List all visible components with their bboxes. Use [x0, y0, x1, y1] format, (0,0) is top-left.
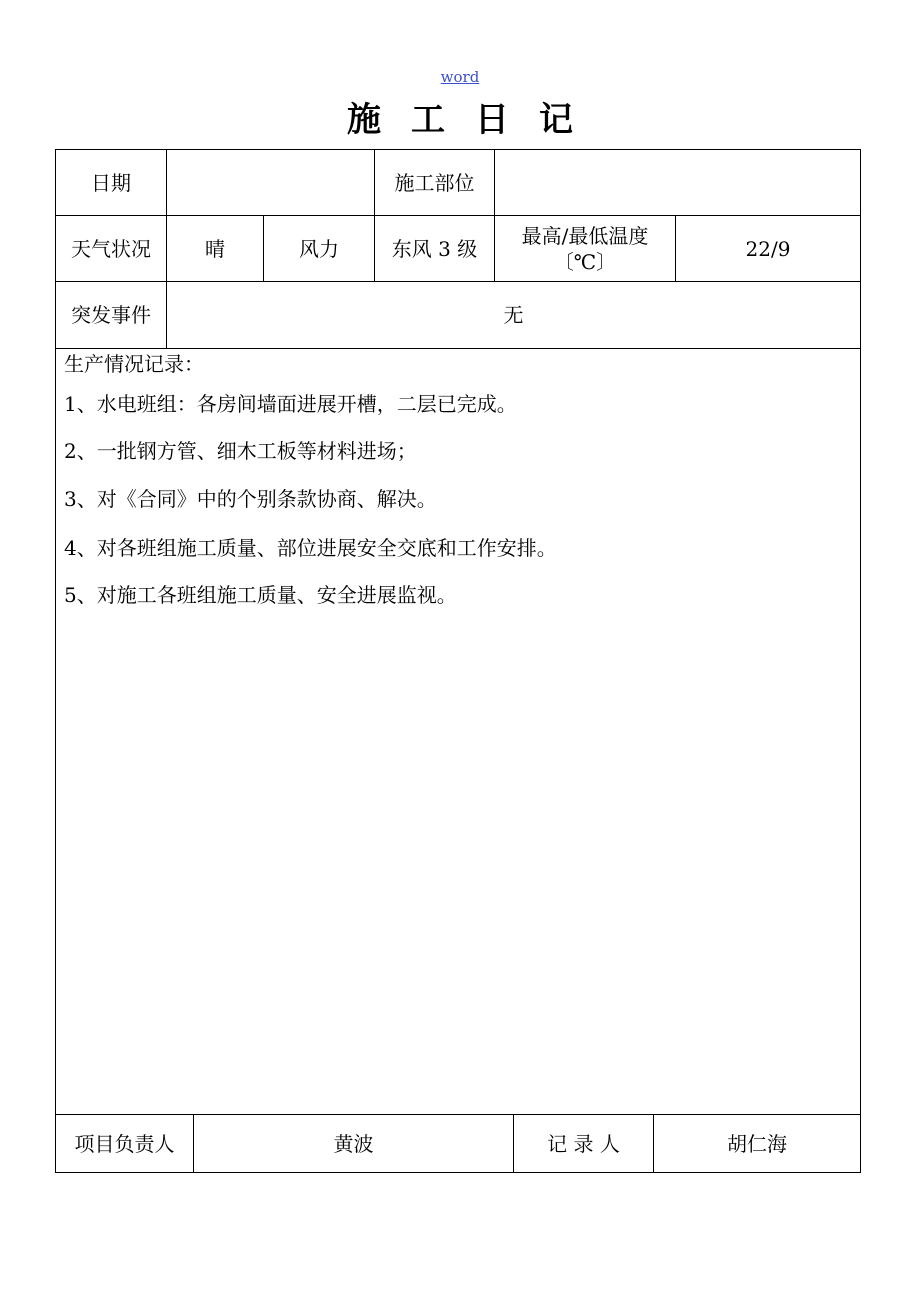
weather-value: 晴 — [205, 236, 225, 261]
temperature-label-line2: 〔℃〕 — [553, 249, 617, 274]
temperature-value: 22/9 — [745, 236, 791, 261]
temperature-label-line1: 最高/最低温度 — [521, 223, 649, 248]
record-item: 2、一批钢方管、细木工板等材料进场； — [64, 439, 417, 463]
record-item: 4、对各班组施工质量、部位进展安全交底和工作安排。 — [64, 536, 557, 560]
production-record-title: 生产情况记录： — [64, 352, 204, 376]
wind-value: 东风 3 级 — [391, 236, 478, 261]
project-manager-value: 黄波 — [333, 1131, 374, 1156]
header-link[interactable]: word — [440, 68, 480, 86]
date-value[interactable] — [167, 150, 374, 215]
record-item: 5、对施工各班组施工质量、安全进展监视。 — [64, 583, 457, 607]
document-title: 施工日记 — [347, 100, 603, 140]
recorder-label: 记 录 人 — [547, 1131, 620, 1156]
row-divider — [55, 348, 861, 349]
incident-label: 突发事件 — [71, 303, 151, 327]
record-item: 3、对《合同》中的个别条款协商、解决。 — [64, 487, 437, 511]
recorder-value: 胡仁海 — [727, 1131, 787, 1156]
incident-value: 无 — [503, 303, 524, 327]
date-label: 日期 — [91, 170, 131, 195]
location-label: 施工部位 — [394, 170, 475, 195]
project-manager-label: 项目负责人 — [74, 1131, 175, 1156]
temperature-label — [495, 216, 675, 281]
wind-label: 风力 — [299, 236, 339, 261]
weather-label: 天气状况 — [71, 236, 151, 261]
location-value[interactable] — [495, 150, 860, 215]
record-item: 1、水电班组：各房间墙面进展开槽，二层已完成。 — [64, 392, 517, 416]
